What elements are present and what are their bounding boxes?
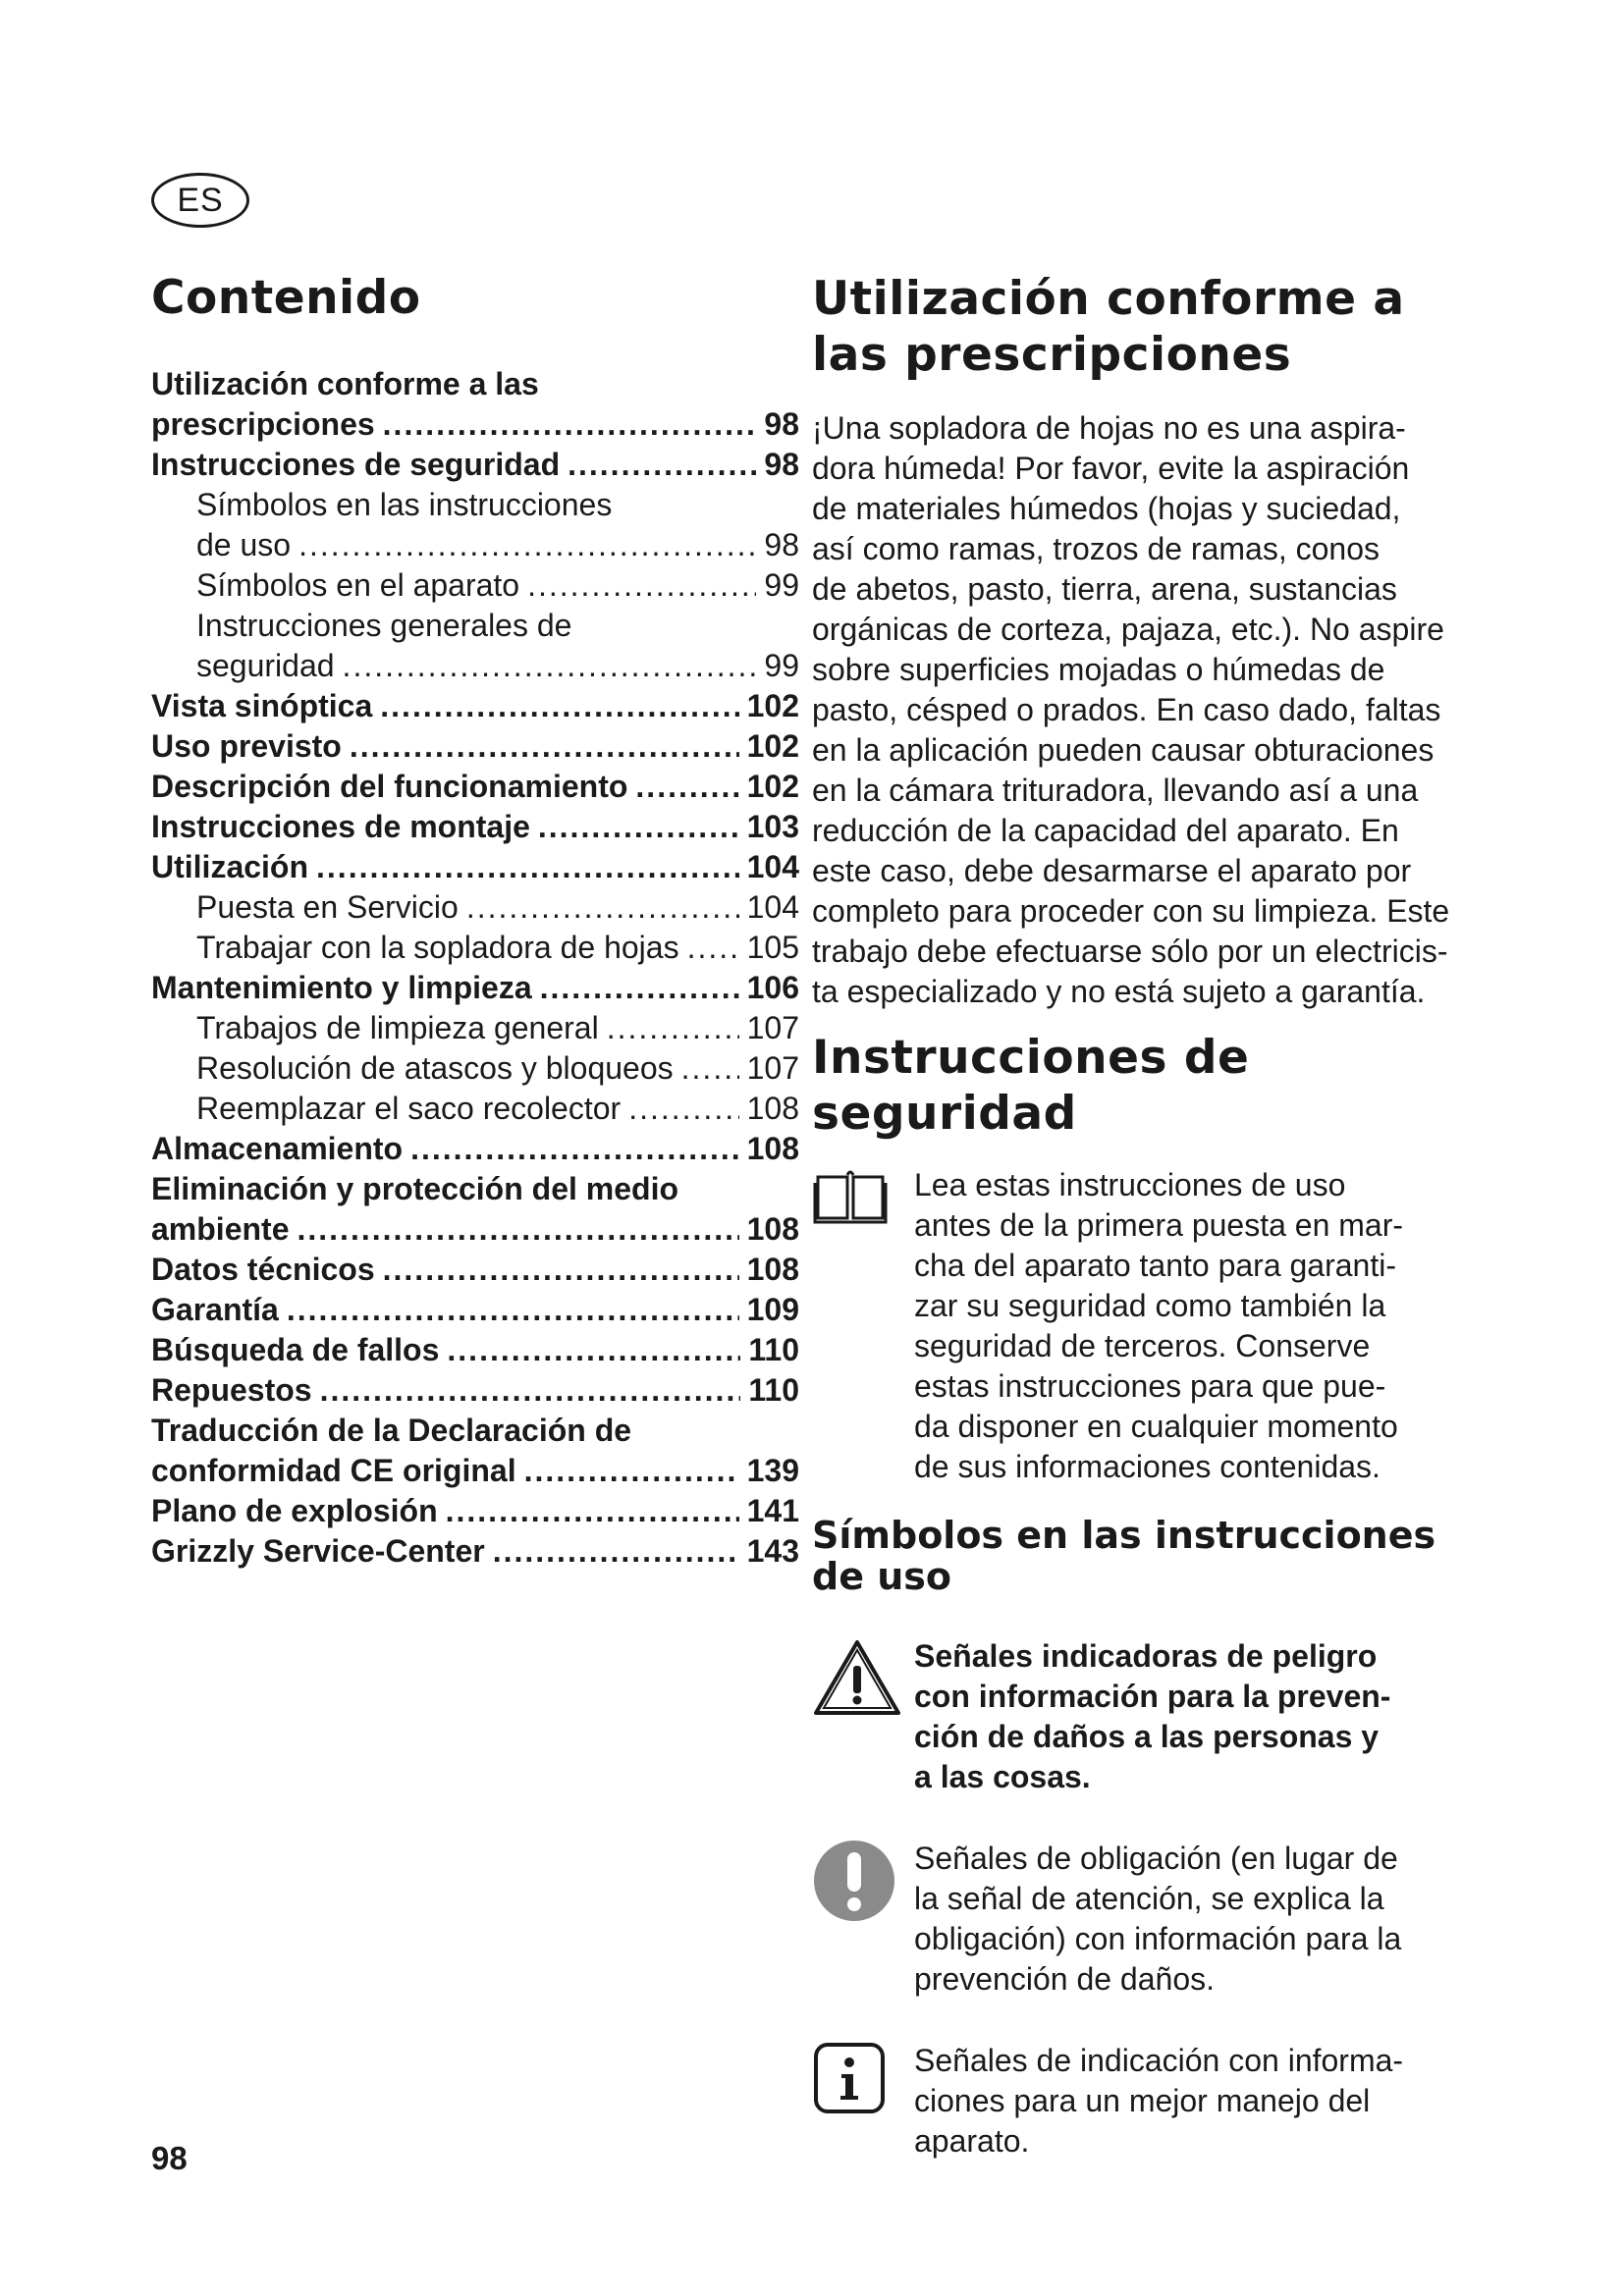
- toc-subentry: [151, 485, 799, 565]
- toc-entry-label: Eliminación y protección del medio: [151, 1171, 678, 1206]
- toc-entry-page: 143: [746, 1533, 799, 1569]
- toc-subentry: [151, 1048, 799, 1089]
- toc-entry: [151, 1330, 799, 1370]
- toc-entry-page: 104: [746, 889, 799, 925]
- toc-subentry-label: seguridad: [196, 648, 335, 683]
- toc-entry-page: 102: [746, 728, 799, 764]
- toc-entry: [151, 1290, 799, 1330]
- toc-subentry-label: Resolución de atascos y bloqueos: [196, 1050, 674, 1086]
- section-title-symbols: [812, 1515, 1499, 1597]
- toc-entry-label: Vista sinóptica: [151, 688, 373, 723]
- toc-entry: [151, 767, 799, 807]
- toc-subentry-label: de uso: [196, 527, 292, 562]
- toc-entry-page: 99: [764, 567, 799, 603]
- notice-line: a las cosas.: [914, 1759, 1091, 1794]
- toc-entry-page: 103: [746, 809, 799, 844]
- body-line: ¡Una sopladora de hojas no es una aspira-: [812, 410, 1406, 446]
- toc-entry: [151, 1411, 799, 1491]
- toc-subentry-label: Puesta en Servicio: [196, 889, 459, 925]
- toc-entry-label: Traducción de la Declaración de: [151, 1413, 632, 1448]
- body-line: en la cámara trituradora, llevando así a una: [812, 773, 1419, 808]
- info-icon: [812, 2041, 887, 2115]
- exclamation-circle-icon: [812, 1839, 896, 1923]
- section-title-line: Símbolos en las instrucciones: [812, 1514, 1436, 1557]
- notice-line: seguridad de terceros. Conserve: [914, 1328, 1371, 1363]
- toc-entry-page: 110: [748, 1332, 799, 1367]
- body-line: ta especializado y no está sujeto a garantía.: [812, 974, 1426, 1009]
- info-symbol-text: [914, 2041, 1403, 2162]
- toc-entry-label: Descripción del funcionamiento: [151, 769, 628, 804]
- section-title-line: Utilización conforme a: [812, 272, 1405, 326]
- toc-entry: [151, 1370, 799, 1411]
- toc-entry-page: 102: [746, 688, 799, 723]
- body-line: completo para proceder con su limpieza. Este: [812, 893, 1450, 929]
- body-line: de abetos, pasto, tierra, arena, sustancias: [812, 571, 1397, 607]
- notice-line: Señales de obligación (en lugar de: [914, 1841, 1398, 1876]
- notice-line: ciones para un mejor manejo del: [914, 2083, 1371, 2118]
- read-manual-text: [914, 1165, 1403, 1487]
- body-line: así como ramas, trozos de ramas, conos: [812, 531, 1380, 566]
- body-line: reducción de la capacidad del aparato. En: [812, 813, 1399, 848]
- toc-subentry: [151, 1089, 799, 1129]
- notice-line: estas instrucciones para que pue-: [914, 1368, 1386, 1404]
- toc-entry: [151, 847, 799, 887]
- page-number: 98: [151, 2140, 188, 2176]
- toc-entry-label: ambiente: [151, 1211, 290, 1247]
- notice-line: Lea estas instrucciones de uso: [914, 1167, 1346, 1202]
- toc-entry-page: 107: [746, 1050, 799, 1086]
- toc-subentry-label: Símbolos en el aparato: [196, 567, 520, 603]
- toc-entry: [151, 364, 799, 445]
- body-line: orgánicas de corteza, pajaza, etc.). No aspire: [812, 612, 1444, 647]
- toc-entry-page: 104: [746, 849, 799, 884]
- toc-entry-page: 98: [764, 527, 799, 562]
- info-symbol-row: [812, 2041, 1499, 2162]
- body-line: de materiales húmedos (hojas y suciedad,: [812, 491, 1401, 526]
- toc-entry-page: 107: [746, 1010, 799, 1045]
- obligation-symbol-text: [914, 1839, 1401, 2000]
- toc-entry-page: 105: [746, 930, 799, 965]
- notice-line: obligación) con información para la: [914, 1921, 1402, 1956]
- warning-triangle-icon: [812, 1636, 902, 1719]
- notice-line: ción de daños a las personas y: [914, 1719, 1380, 1754]
- section-title-line: de uso: [812, 1555, 951, 1598]
- toc-entry-page: 108: [746, 1252, 799, 1287]
- language-badge: ES: [151, 173, 249, 228]
- toc-subentry-label: Instrucciones generales de: [196, 608, 572, 643]
- notice-line: cha del aparato tanto para garanti-: [914, 1248, 1396, 1283]
- table-of-contents: [151, 265, 799, 1572]
- toc-entry-label: Almacenamiento: [151, 1131, 404, 1166]
- toc-entry-page: 139: [746, 1453, 799, 1488]
- section-title-use: [812, 271, 1499, 383]
- body-line: pasto, césped o prados. En caso dado, faltas: [812, 692, 1441, 727]
- section-title-safety: Instrucciones de seguridad: [812, 1031, 1250, 1141]
- toc-subentry-label: Trabajar con la sopladora de hojas: [196, 930, 679, 965]
- toc-entry-label: Plano de explosión: [151, 1493, 438, 1528]
- toc-entry: [151, 1531, 799, 1572]
- notice-line: da disponer en cualquier momento: [914, 1409, 1398, 1444]
- body-line: trabajo debe efectuarse sólo por un electricis-: [812, 934, 1448, 969]
- toc-entry-label: Instrucciones de montaje: [151, 809, 530, 844]
- notice-line: antes de la primera puesta en mar-: [914, 1207, 1404, 1243]
- notice-line: Señales de indicación con informa-: [914, 2043, 1404, 2078]
- obligation-symbol-row: [812, 1839, 1499, 2000]
- toc-entry-label: Búsqueda de fallos: [151, 1332, 440, 1367]
- toc-entry: [151, 445, 799, 485]
- section-use-body: [812, 408, 1499, 1012]
- body-line: en la aplicación pueden causar obturaciones: [812, 732, 1435, 768]
- toc-entry: [151, 968, 799, 1008]
- toc-entry-label: conformidad CE original: [151, 1453, 516, 1488]
- danger-symbol-text: [914, 1636, 1390, 1797]
- body-line: dora húmeda! Por favor, evite la aspiración: [812, 451, 1410, 486]
- toc-entry-page: 141: [746, 1493, 799, 1528]
- notice-line: prevención de daños.: [914, 1961, 1215, 1997]
- toc-title: Contenido: [151, 271, 421, 325]
- toc-entry-page: 110: [748, 1372, 799, 1408]
- toc-entry-page: 98: [764, 447, 799, 482]
- toc-entry: [151, 1250, 799, 1290]
- toc-entry-label: prescripciones: [151, 406, 375, 442]
- toc-entry-page: 99: [764, 648, 799, 683]
- notice-line: aparato.: [914, 2123, 1030, 2159]
- notice-line: con información para la preven-: [914, 1679, 1391, 1714]
- body-line: este caso, debe desarmarse el aparato por: [812, 853, 1412, 888]
- toc-entry-page: 102: [746, 769, 799, 804]
- toc-entry-label: Repuestos: [151, 1372, 312, 1408]
- toc-entry-page: 108: [746, 1211, 799, 1247]
- toc-entry-label: Instrucciones de seguridad: [151, 447, 561, 482]
- toc-entry: [151, 1129, 799, 1169]
- toc-entry-label: Datos técnicos: [151, 1252, 375, 1287]
- toc-entry-label: Utilización conforme a las: [151, 366, 539, 401]
- content-column: [812, 265, 1499, 2162]
- toc-entry: [151, 807, 799, 847]
- toc-entry-page: 108: [746, 1131, 799, 1166]
- read-manual-notice: [812, 1165, 1499, 1487]
- toc-entry-page: 106: [746, 970, 799, 1005]
- toc-subentry-label: Símbolos en las instrucciones: [196, 487, 613, 522]
- toc-entry-label: Grizzly Service-Center: [151, 1533, 485, 1569]
- notice-line: la señal de atención, se explica la: [914, 1881, 1384, 1916]
- toc-entry: [151, 1491, 799, 1531]
- toc-subentry: [151, 1008, 799, 1048]
- toc-subentry: [151, 606, 799, 686]
- toc-entry-label: Utilización: [151, 849, 309, 884]
- toc-entry-label: Mantenimiento y limpieza: [151, 970, 532, 1005]
- toc-entry: [151, 686, 799, 726]
- toc-entry-label: Garantía: [151, 1292, 279, 1327]
- body-line: sobre superficies mojadas o húmedas de: [812, 652, 1385, 687]
- toc-subentry-label: Reemplazar el saco recolector: [196, 1091, 622, 1126]
- toc-entry-page: 109: [746, 1292, 799, 1327]
- toc-subentry: [151, 928, 799, 968]
- notice-line: zar su seguridad como también la: [914, 1288, 1386, 1323]
- toc-entry: [151, 726, 799, 767]
- danger-symbol-row: [812, 1636, 1499, 1797]
- toc-subentry: [151, 887, 799, 928]
- notice-line: Señales indicadoras de peligro: [914, 1638, 1378, 1674]
- toc-entry-page: 98: [764, 406, 799, 442]
- toc-entry: [151, 1169, 799, 1250]
- toc-entry-page: 108: [746, 1091, 799, 1126]
- open-book-icon: [812, 1165, 889, 1230]
- section-title-line: las prescripciones: [812, 328, 1292, 382]
- toc-entry-label: Uso previsto: [151, 728, 342, 764]
- toc-subentry: [151, 565, 799, 606]
- toc-subentry-label: Trabajos de limpieza general: [196, 1010, 599, 1045]
- notice-line: de sus informaciones contenidas.: [914, 1449, 1380, 1484]
